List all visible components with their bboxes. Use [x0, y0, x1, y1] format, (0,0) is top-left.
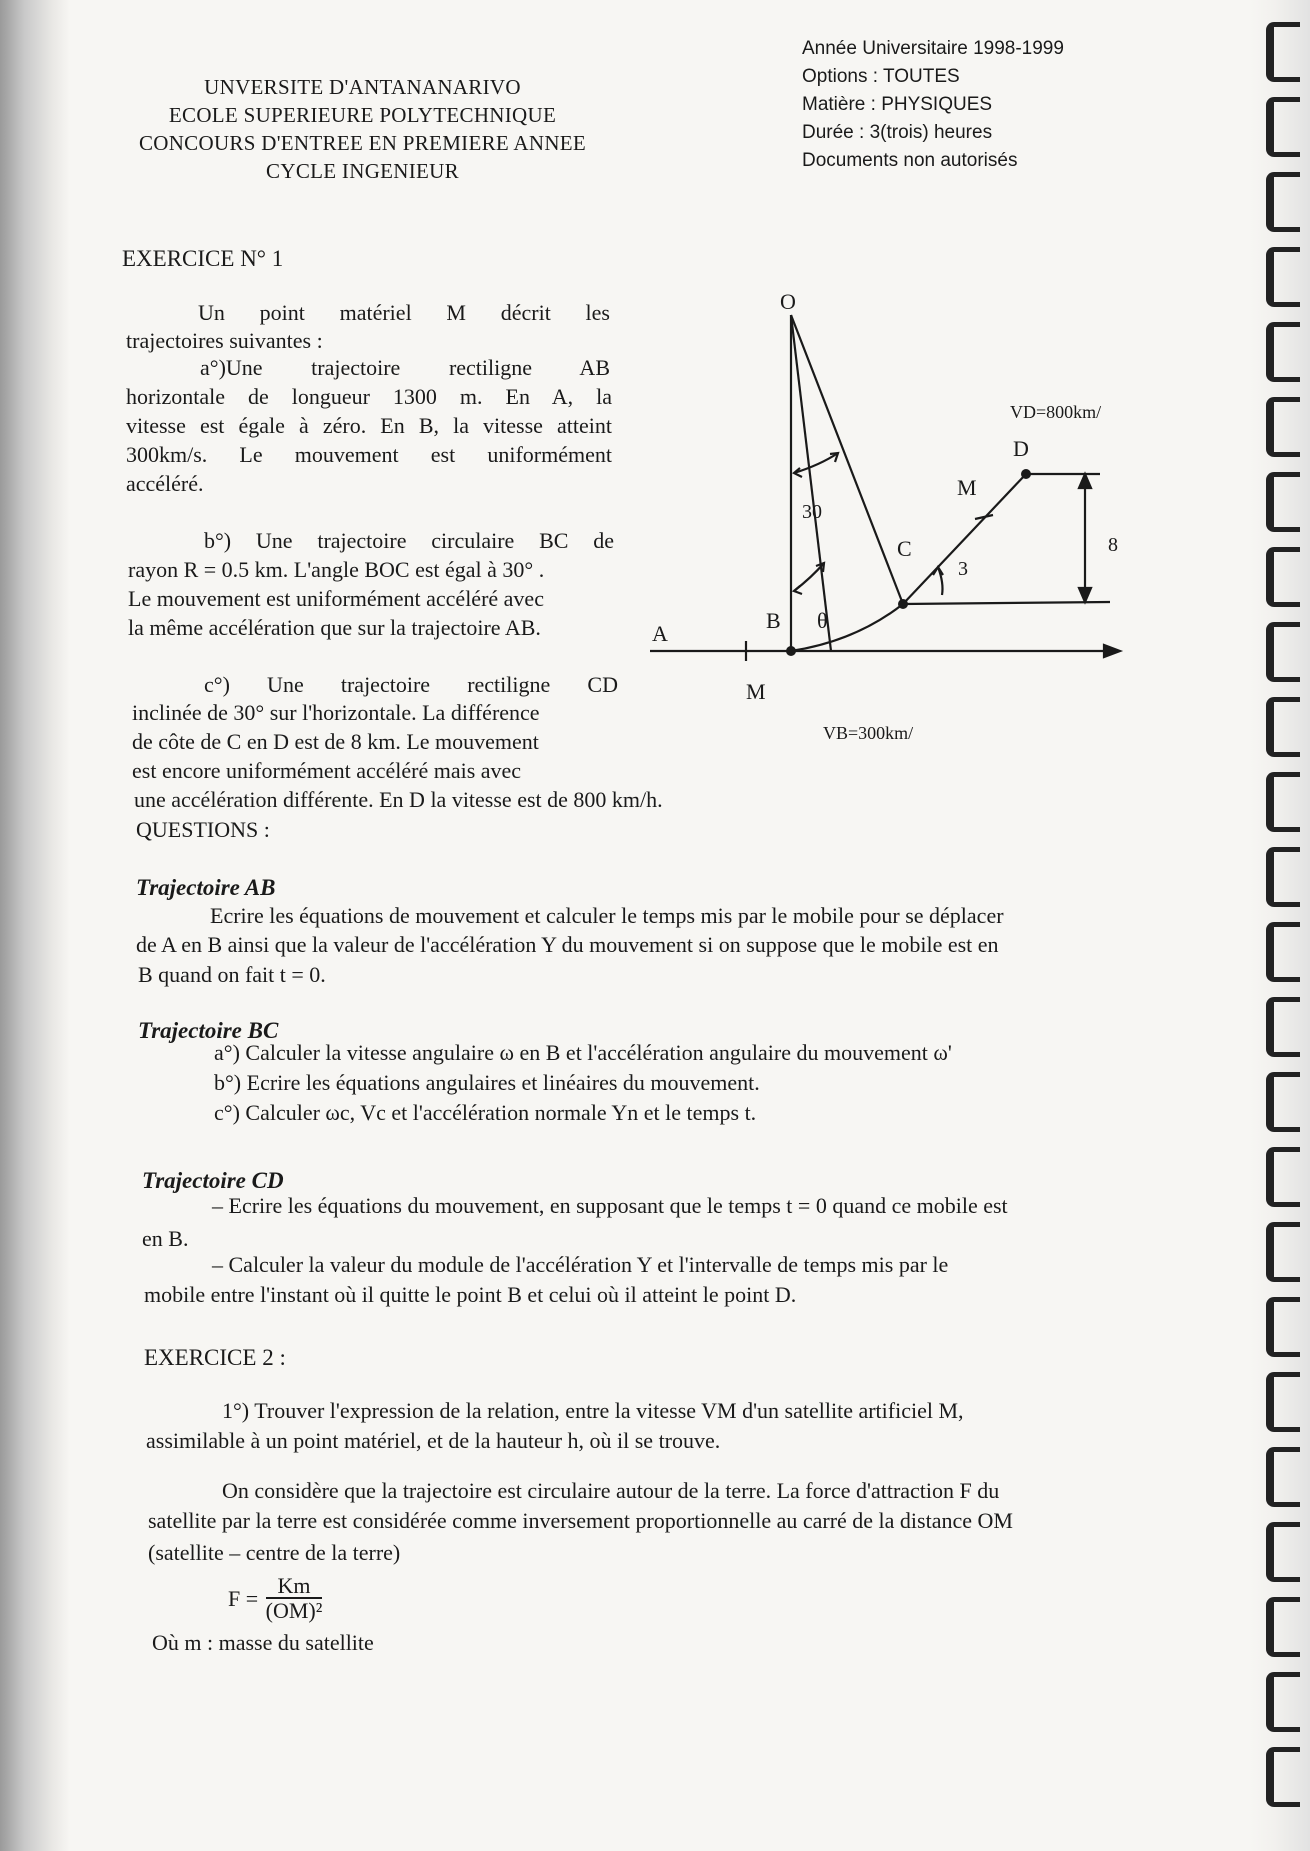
part-a-line: a°)Une trajectoire rectiligne AB	[200, 355, 610, 380]
scan-shadow-left	[0, 0, 70, 1851]
formula-denominator: (OM)²	[265, 1598, 323, 1623]
trajectory-cd-line: – Calculer la valeur du module de l'accélération Y et l'intervalle de temps mis par le	[212, 1252, 949, 1277]
trajectory-diagram	[630, 285, 1130, 745]
trajectory-cd-line: – Ecrire les équations du mouvement, en supposant que le temps t = 0 quand ce mobile est	[212, 1193, 1008, 1218]
exercise2-title: EXERCICE 2 :	[144, 1345, 286, 1370]
binding-ring	[1266, 622, 1300, 682]
trajectory-bc-line: a°) Calculer la vitesse angulaire ω en B et l'accélération angulaire du mouvement ω'	[214, 1040, 952, 1065]
angle-arrow-30	[794, 453, 838, 473]
binding-ring	[1266, 997, 1300, 1057]
part-b-line: la même accélération que sur la trajectoire AB.	[128, 615, 541, 640]
binding-ring	[1266, 22, 1300, 82]
binding-ring	[1266, 172, 1300, 232]
label-vd: VD=800km/	[1010, 402, 1102, 422]
exam-info	[802, 35, 1064, 175]
trajectory-ab-line: de A en B ainsi que la valeur de l'accélération Y du mouvement si on suppose que le mobile est en	[136, 932, 999, 957]
trajectory-ab-line: B quand on fait t = 0.	[138, 962, 326, 987]
label-angle-30: 30	[802, 501, 822, 523]
part-a-line: horizontale de longueur 1300 m. En A, la	[126, 384, 612, 409]
subject: Matière : PHYSIQUES	[802, 94, 993, 115]
intro-line: Un point matériel M décrit les	[198, 300, 610, 325]
point-d	[1021, 469, 1031, 479]
formula-numerator: Km	[266, 1575, 323, 1599]
binding-ring	[1266, 772, 1300, 832]
label-d: D	[1013, 436, 1029, 461]
part-c-line: c°) Une trajectoire rectiligne CD	[204, 672, 618, 697]
point-c	[898, 599, 908, 609]
exercise2-p1-line: assimilable à un point matériel, et de la hauteur h, où il se trouve.	[146, 1428, 721, 1453]
school-name: ECOLE SUPERIEURE POLYTECHNIQUE	[168, 103, 557, 127]
binding-ring	[1266, 1447, 1300, 1507]
label-m-bottom: M	[746, 679, 766, 704]
duration: Durée : 3(trois) heures	[802, 122, 993, 143]
point-b	[786, 646, 796, 656]
binding-ring	[1266, 97, 1300, 157]
trajectory-bc-line: b°) Ecrire les équations angulaires et linéaires du mouvement.	[214, 1070, 760, 1095]
arc-bc	[791, 604, 903, 651]
exercise2-p2-line: On considère que la trajectoire est circulaire autour de la terre. La force d'attraction F du	[222, 1478, 1000, 1503]
formula-fraction	[266, 1575, 323, 1623]
part-c-line: une accélération différente. En D la vitesse est de 800 km/h.	[134, 787, 663, 812]
binding-ring	[1266, 1747, 1300, 1807]
horizontal-at-c	[903, 602, 1110, 604]
part-c-line: inclinée de 30° sur l'horizontale. La différence	[132, 700, 540, 725]
binding-ring	[1266, 697, 1300, 757]
binding-ring	[1266, 472, 1300, 532]
options: Options : TOUTES	[802, 66, 960, 87]
exercise1-title: EXERCICE N° 1	[122, 246, 284, 271]
part-a-line: accéléré.	[126, 471, 204, 496]
binding-ring	[1266, 547, 1300, 607]
binding-ring	[1266, 1297, 1300, 1357]
label-8: 8	[1108, 534, 1118, 556]
intro-line: trajectoires suivantes :	[126, 328, 323, 353]
dimension-arrowhead	[1079, 474, 1091, 488]
binding-ring	[1266, 847, 1300, 907]
trajectory-bc-line: c°) Calculer ωc, Vc et l'accélération normale Yn et le temps t.	[214, 1100, 757, 1125]
university-name: UNVERSITE D'ANTANANARIVO	[204, 75, 521, 99]
part-c-line: est encore uniformément accéléré mais avec	[132, 758, 522, 783]
cycle-name: CYCLE INGENIEUR	[266, 159, 459, 183]
binding-ring	[1266, 1522, 1300, 1582]
label-o: O	[780, 289, 796, 314]
trajectory-cd-title: Trajectoire CD	[142, 1168, 284, 1193]
binding-ring	[1266, 1672, 1300, 1732]
label-3: 3	[958, 558, 968, 580]
binding-ring	[1266, 322, 1300, 382]
trajectory-cd-line: mobile entre l'instant où il quitte le point B et celui où il atteint le point D.	[144, 1282, 797, 1307]
label-b: B	[766, 608, 781, 633]
binding-ring	[1266, 1372, 1300, 1432]
binding-ring	[1266, 1222, 1300, 1282]
part-a-line: vitesse est égale à zéro. En B, la vitesse atteint	[126, 413, 612, 438]
label-c: C	[897, 536, 912, 561]
academic-year: Année Universitaire 1998-1999	[802, 38, 1064, 59]
contest-name: CONCOURS D'ENTREE EN PREMIERE ANNEE	[138, 131, 587, 155]
exercise2-p2-line: satellite par la terre est considérée comme inversement proportionnelle au carré de la distance OM	[148, 1508, 1013, 1533]
part-b-line: Le mouvement est uniformément accéléré avec	[128, 586, 544, 611]
label-m-top: M	[957, 475, 977, 500]
binding-ring	[1266, 397, 1300, 457]
exercise2-p2-line: (satellite – centre de la terre)	[148, 1540, 401, 1565]
axis-arrowhead	[1104, 645, 1120, 657]
label-a: A	[652, 621, 668, 646]
dimension-arrowhead	[1079, 588, 1091, 602]
questions-label: QUESTIONS :	[136, 817, 270, 842]
mass-definition: Où m : masse du satellite	[152, 1630, 374, 1655]
part-c-line: de côte de C en D est de 8 km. Le mouvement	[132, 729, 539, 754]
binding-ring	[1266, 247, 1300, 307]
trajectory-bc-title: Trajectoire BC	[138, 1018, 279, 1043]
binding-ring	[1266, 1147, 1300, 1207]
documents-rule: Documents non autorisés	[802, 150, 1018, 171]
binding-ring	[1266, 1072, 1300, 1132]
label-theta: θ	[817, 608, 828, 633]
trajectory-ab-line: Ecrire les équations de mouvement et calculer le temps mis par le mobile pour se déplacer	[210, 903, 1004, 928]
formula-lhs: F =	[228, 1586, 259, 1611]
angle-arrowhead	[933, 567, 943, 575]
binding-ring	[1266, 1597, 1300, 1657]
label-vb: VB=300km/	[823, 723, 914, 743]
university-header	[110, 73, 615, 185]
trajectory-ab-title: Trajectoire AB	[136, 875, 276, 900]
part-b-line: b°) Une trajectoire circulaire BC de	[204, 528, 614, 553]
part-a-line: 300km/s. Le mouvement est uniformément	[126, 442, 612, 467]
exercise2-p1-line: 1°) Trouver l'expression de la relation, entre la vitesse VM d'un satellite artificiel M,	[222, 1398, 964, 1423]
binding-ring	[1266, 922, 1300, 982]
trajectory-cd-line: en B.	[142, 1226, 189, 1251]
angle-arrowhead	[794, 586, 802, 594]
force-formula	[228, 1575, 322, 1623]
part-b-line: rayon R = 0.5 km. L'angle BOC est égal à 30° .	[128, 557, 545, 582]
